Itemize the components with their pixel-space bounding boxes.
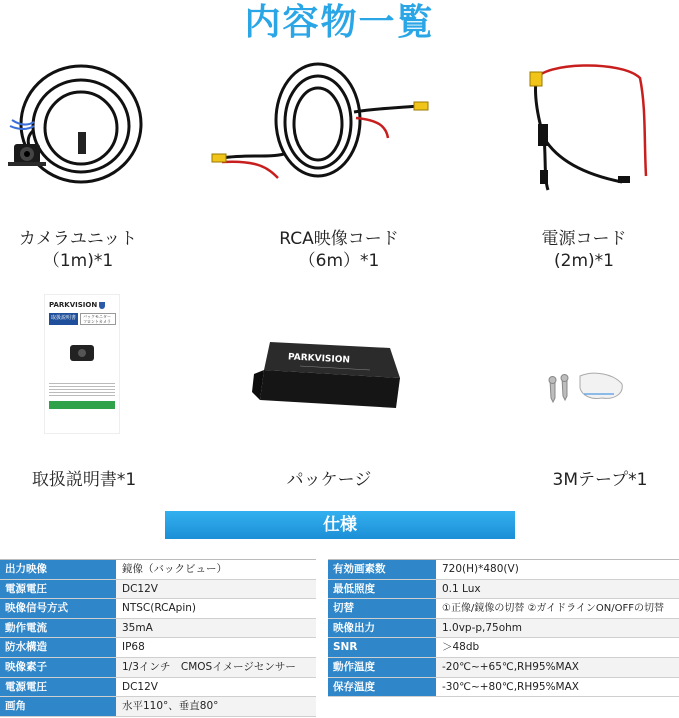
spec-key: 動作温度 — [328, 658, 436, 677]
spec-value: ＞48db — [436, 638, 679, 657]
table-row — [0, 678, 316, 698]
item-caption-tape — [490, 469, 679, 491]
item-caption-package — [219, 469, 439, 491]
manual-image — [44, 294, 120, 434]
spec-value: DC12V — [116, 678, 316, 697]
caption-line: (2m)*1 — [554, 251, 614, 271]
table-row — [328, 678, 679, 698]
spec-value: -20℃~+65℃,RH95%MAX — [436, 658, 679, 677]
item-caption-manual — [0, 469, 194, 491]
table-row — [0, 638, 316, 658]
caption-line: （1m)*1 — [42, 251, 114, 271]
item-caption-power — [474, 228, 679, 272]
manual-brand: PARKVISION — [49, 301, 98, 309]
spec-value: DC12V — [116, 580, 316, 599]
manual-camera-photo — [70, 345, 94, 361]
caption-line: パッケージ — [286, 470, 372, 490]
spec-value: 35mA — [116, 619, 316, 638]
spec-key: 出力映像 — [0, 560, 116, 579]
spec-key: 映像出力 — [328, 619, 436, 638]
spec-key: 有効画素数 — [328, 560, 436, 579]
shield-icon — [99, 302, 105, 309]
camera-unit-image — [4, 58, 154, 193]
table-row — [0, 580, 316, 600]
caption-line: カメラユニット — [18, 229, 138, 249]
item-caption-rca — [229, 228, 449, 272]
box-brand-label: PARKVISION — [287, 352, 351, 366]
spec-key: 電源電圧 — [0, 580, 116, 599]
table-row — [328, 619, 679, 639]
spec-value: ①正像/鏡像の切替 ②ガイドラインON/OFFの切替 — [436, 599, 679, 618]
table-row — [328, 638, 679, 658]
spec-key: 画角 — [0, 697, 116, 716]
spec-value: -30℃~+80℃,RH95%MAX — [436, 678, 679, 697]
caption-line: 3Mテープ*1 — [552, 470, 648, 490]
spec-value: 1.0vp-p,75ohm — [436, 619, 679, 638]
item-caption-camera — [0, 228, 188, 272]
spec-key: 切替 — [328, 599, 436, 618]
table-row — [0, 658, 316, 678]
spec-key: 電源電圧 — [0, 678, 116, 697]
spec-value: NTSC(RCApin) — [116, 599, 316, 618]
spec-key: 映像信号方式 — [0, 599, 116, 618]
spec-value: 水平110°、垂直80° — [116, 697, 316, 716]
spec-value: 鏡像（バックビュー） — [116, 560, 316, 579]
caption-line: 取扱説明書*1 — [31, 470, 137, 490]
table-row — [0, 560, 316, 580]
spec-value: 720(H)*480(V) — [436, 560, 679, 579]
table-row — [328, 599, 679, 619]
spec-value: 1/3インチ CMOSイメージセンサー — [116, 658, 316, 677]
package-box-image — [250, 334, 410, 414]
manual-subtitle: バックモニター フロントカメラ — [80, 313, 116, 325]
power-cord-image — [522, 58, 662, 198]
spec-table-right — [328, 559, 679, 697]
table-row — [328, 658, 679, 678]
table-row — [0, 619, 316, 639]
caption-line: 電源コード — [541, 229, 627, 249]
caption-line: RCA映像コード — [279, 229, 399, 249]
spec-title-banner: 仕様 — [165, 511, 515, 539]
spec-key: 保存温度 — [328, 678, 436, 697]
spec-key: 最低照度 — [328, 580, 436, 599]
table-row — [328, 560, 679, 580]
spec-table-left — [0, 559, 316, 717]
table-row — [328, 580, 679, 600]
spec-key: 映像素子 — [0, 658, 116, 677]
spec-value: IP68 — [116, 638, 316, 657]
spec-value: 0.1 Lux — [436, 580, 679, 599]
tape-image — [544, 370, 634, 406]
rca-cable-image — [208, 58, 448, 198]
spec-key: 防水構造 — [0, 638, 116, 657]
caption-line: （6m）*1 — [298, 251, 380, 271]
page-heading: 内容物一覧 — [244, 2, 435, 43]
manual-title: 取扱説明書 — [49, 313, 78, 325]
spec-key: 動作電流 — [0, 619, 116, 638]
table-row — [0, 697, 316, 717]
table-row — [0, 599, 316, 619]
spec-key: SNR — [328, 638, 436, 657]
